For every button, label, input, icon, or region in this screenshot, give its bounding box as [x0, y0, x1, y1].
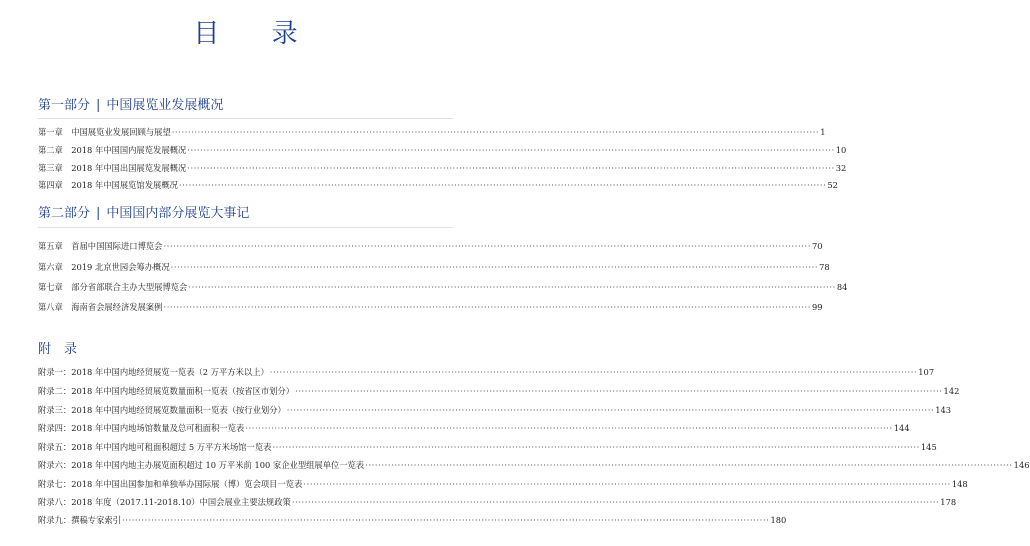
entry-label: 附录一：2018 年中国内地经贸展览一览表（2 万平方米以上） [38, 367, 269, 377]
section-rule [38, 118, 453, 119]
entry-label: 附录九：撰稿专家索引 [38, 515, 121, 525]
section-number: 第一部分 [38, 98, 91, 113]
leader-dots: ········································································································································································································ [163, 302, 811, 312]
toc-entry[interactable] [38, 142, 847, 158]
entry-label: 第三章 2018 年中国出国展览发展概况 [38, 163, 187, 173]
leader-dots: ········································································································································································································ [170, 262, 819, 272]
leader-dots: ········································································································································································································ [286, 405, 935, 415]
entry-page: 10 [835, 145, 847, 155]
entry-page: 180 [770, 515, 787, 525]
leader-dots: ········································································································································································································ [187, 163, 835, 173]
entry-page: 178 [940, 497, 957, 507]
leader-dots: ········································································································································································································ [269, 367, 918, 377]
section-rule [38, 227, 453, 228]
entry-page: 145 [920, 442, 937, 452]
entry-label: 附录五：2018 年中国内地可租面积超过 5 万平方米场馆一览表 [38, 442, 272, 452]
appendix-heading: 附 录 [38, 342, 78, 357]
leader-dots: ········································································································································································································ [365, 460, 1013, 470]
entry-page: 144 [893, 423, 910, 433]
section-divider: | [96, 206, 101, 221]
entry-label: 附录七：2018 年中国出国参加和单独举办国际展（博）览会项目一览表 [38, 479, 303, 489]
entry-label: 附录三：2018 年中国内地经贸展览数量面积一览表（按行业划分） [38, 405, 286, 415]
leader-dots: ········································································································································································································ [171, 127, 820, 137]
section-number: 第二部分 [38, 206, 91, 221]
toc-entry[interactable] [38, 420, 910, 436]
leader-dots: ········································································································································································································ [245, 423, 893, 433]
toc-entry[interactable] [38, 439, 937, 455]
entry-label: 第六章 2019 北京世园会筹办概况 [38, 262, 170, 272]
entry-label: 第四章 2018 年中国展览馆发展概况 [38, 180, 178, 190]
section-divider: | [96, 98, 101, 113]
entry-page: 70 [811, 241, 823, 251]
toc-entry[interactable] [38, 279, 848, 295]
section-heading-2 [38, 205, 249, 223]
toc-entry[interactable] [38, 299, 823, 315]
leader-dots: ········································································································································································································ [163, 241, 811, 251]
toc-entry[interactable] [38, 259, 830, 275]
toc-entry[interactable] [38, 402, 952, 418]
entry-label: 附录四：2018 年中国内地场馆数量及总可租面积一览表 [38, 423, 245, 433]
entry-label: 第一章 中国展览业发展回顾与展望 [38, 127, 171, 137]
page-title: 目 录 [193, 19, 320, 49]
toc-entry[interactable] [38, 383, 960, 399]
toc-entry[interactable] [38, 494, 957, 510]
toc-entry[interactable] [38, 238, 823, 254]
leader-dots: ········································································································································································································ [295, 386, 943, 396]
entry-label: 附录二：2018 年中国内地经贸展览数量面积一览表（按省区市划分） [38, 386, 295, 396]
leader-dots: ········································································································································································································ [291, 497, 940, 507]
section-name: 中国展览业发展概况 [106, 98, 224, 113]
entry-label: 第七章 部分省部联合主办大型展博览会 [38, 282, 188, 292]
entry-label: 第八章 海南省会展经济发展案例 [38, 302, 163, 312]
entry-page: 78 [819, 262, 830, 272]
section-name: 中国国内部分展览大事记 [106, 206, 250, 221]
toc-entry[interactable] [38, 476, 968, 492]
leader-dots: ········································································································································································································ [272, 442, 920, 452]
leader-dots: ········································································································································································································ [187, 145, 835, 155]
entry-page: 84 [836, 282, 848, 292]
toc-entry[interactable] [38, 364, 935, 380]
entry-page: 143 [935, 405, 952, 415]
toc-entry[interactable] [38, 177, 838, 193]
entry-page: 99 [811, 302, 823, 312]
toc-entry[interactable] [38, 512, 787, 528]
entry-page: 146 [1013, 460, 1030, 470]
entry-label: 第二章 2018 年中国国内展览发展概况 [38, 145, 187, 155]
entry-page: 148 [951, 479, 968, 489]
toc-entry[interactable] [38, 160, 847, 176]
toc-entry[interactable] [38, 457, 1030, 473]
leader-dots: ········································································································································································································ [121, 515, 770, 525]
leader-dots: ········································································································································································································ [178, 180, 827, 190]
toc-entry[interactable] [38, 124, 826, 140]
entry-label: 附录八：2018 年度（2017.11-2018.10）中国会展业主要法规政策 [38, 497, 291, 507]
entry-page: 32 [835, 163, 847, 173]
entry-page: 142 [943, 386, 960, 396]
entry-page: 52 [827, 180, 838, 190]
leader-dots: ········································································································································································································ [188, 282, 836, 292]
leader-dots: ········································································································································································································ [303, 479, 951, 489]
entry-page: 107 [918, 367, 935, 377]
entry-label: 附录六：2018 年中国内地主办展览面积超过 10 万平米前 100 家企业型组展单位一览表 [38, 460, 365, 470]
entry-label: 第五章 首届中国国际进口博览会 [38, 241, 163, 251]
entry-page: 1 [820, 127, 826, 137]
section-heading-1 [38, 97, 223, 115]
